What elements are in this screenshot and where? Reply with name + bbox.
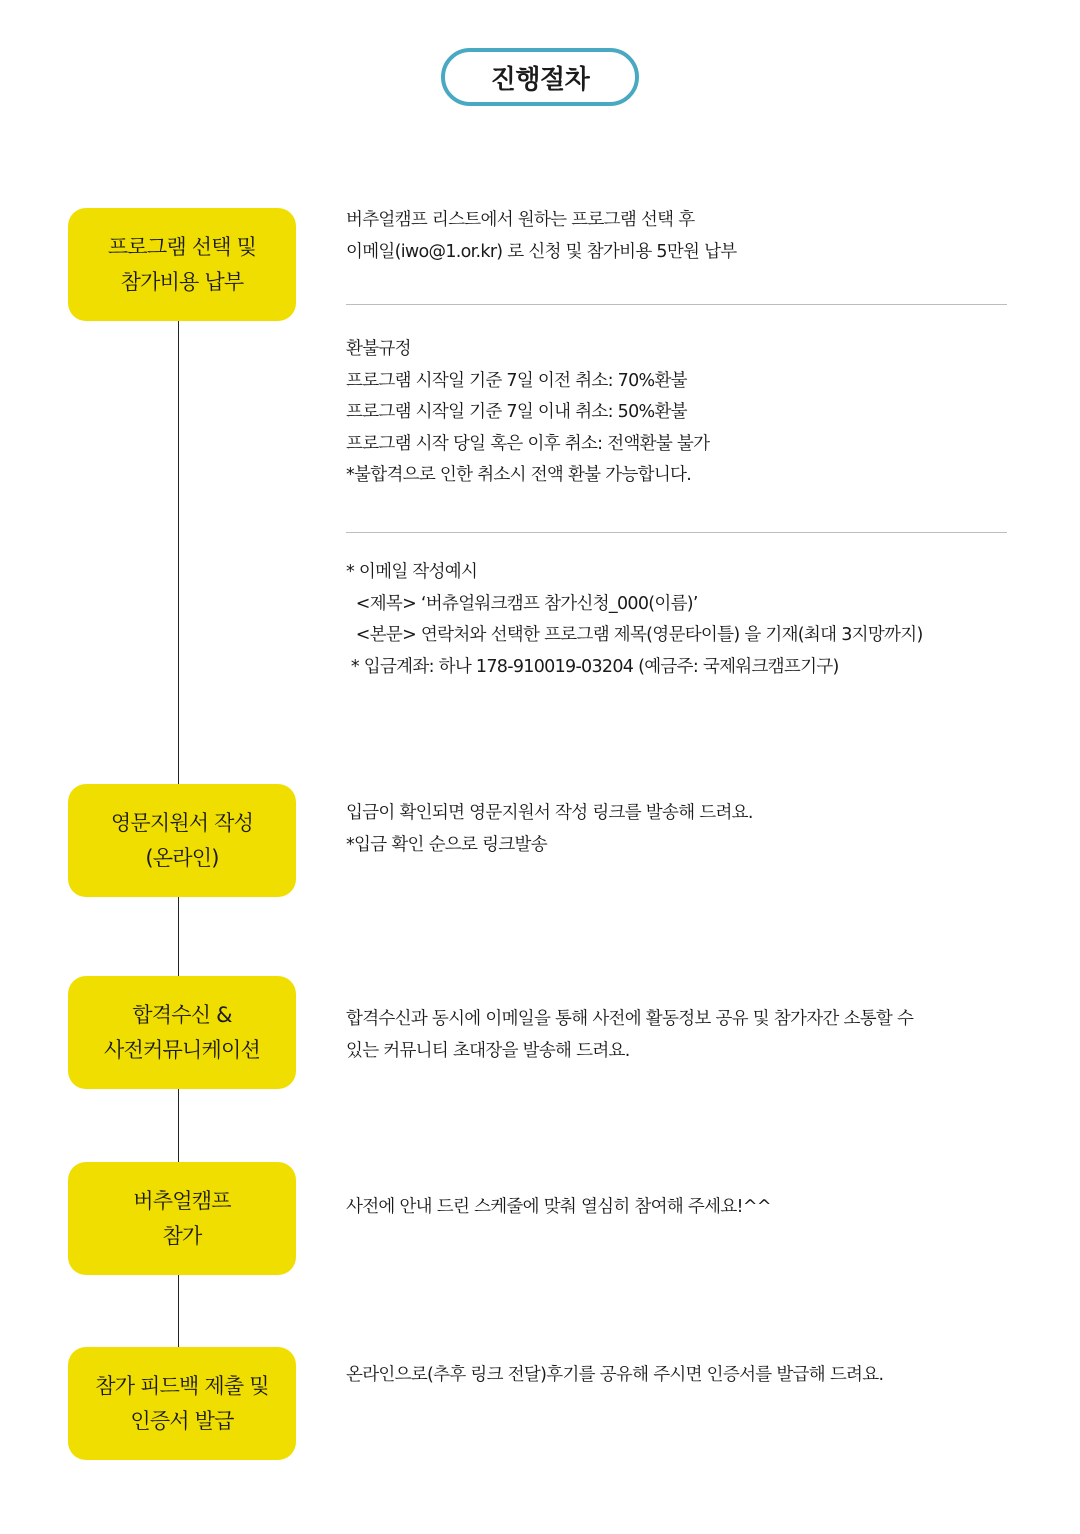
step-description: 온라인으로(추후 링크 전달)후기를 공유해 주시면 인증서를 발급해 드려요. — [346, 1365, 884, 1385]
step-description-application: 버추얼캠프 리스트에서 원하는 프로그램 선택 후 이메일(iwo@1.or.kr) 로 신청 및 참가비용 5만원 납부 — [346, 210, 737, 262]
step-description: 합격수신과 동시에 이메일을 통해 사전에 활동정보 공유 및 참가자간 소통할 수 있는 커뮤니티 초대장을 발송해 드려요. — [346, 1009, 914, 1061]
step-box-acceptance — [68, 976, 296, 1089]
step-label: 영문지원서 작성 (온라인) — [110, 810, 254, 870]
divider — [346, 532, 1007, 533]
step-box-participation — [68, 1162, 296, 1275]
email-example: * 이메일 작성예시 <제목> ‘버츄얼워크캠프 참가신청_000(이름)’ <본문> 연락처와 선택한 프로그램 제목(영문타이틀) 을 기재(최대 3지망까지) * 입금계좌: 하나 178-910019-03204 (예금주: 국제워크캠프기구) — [346, 562, 923, 677]
step-label: 합격수신 & 사전커뮤니케이션 — [104, 1002, 260, 1062]
step-label: 참가 피드백 제출 및 인증서 발급 — [95, 1373, 269, 1433]
step-description: 입금이 확인되면 영문지원서 작성 링크를 발송해 드려요. *입금 확인 순으로 링크발송 — [346, 803, 753, 855]
step-label: 프로그램 선택 및 참가비용 납부 — [107, 234, 257, 294]
step-label: 버추얼캠프 참가 — [133, 1188, 231, 1248]
step-box-application-form — [68, 784, 296, 897]
step-box-certificate — [68, 1347, 296, 1460]
refund-policy: 환불규정 프로그램 시작일 기준 7일 이전 취소: 70%환불 프로그램 시작일 기준 7일 이내 취소: 50%환불 프로그램 시작 당일 혹은 이후 취소: 전액환불 불가 *불합격으로 인한 취소시 전액 환불 가능합니다. — [346, 339, 710, 485]
page-title: 진행절차 — [441, 48, 639, 106]
step-description: 사전에 안내 드린 스케줄에 맞춰 열심히 참여해 주세요!^^ — [346, 1197, 771, 1217]
divider — [346, 304, 1007, 305]
step-box-payment — [68, 208, 296, 321]
